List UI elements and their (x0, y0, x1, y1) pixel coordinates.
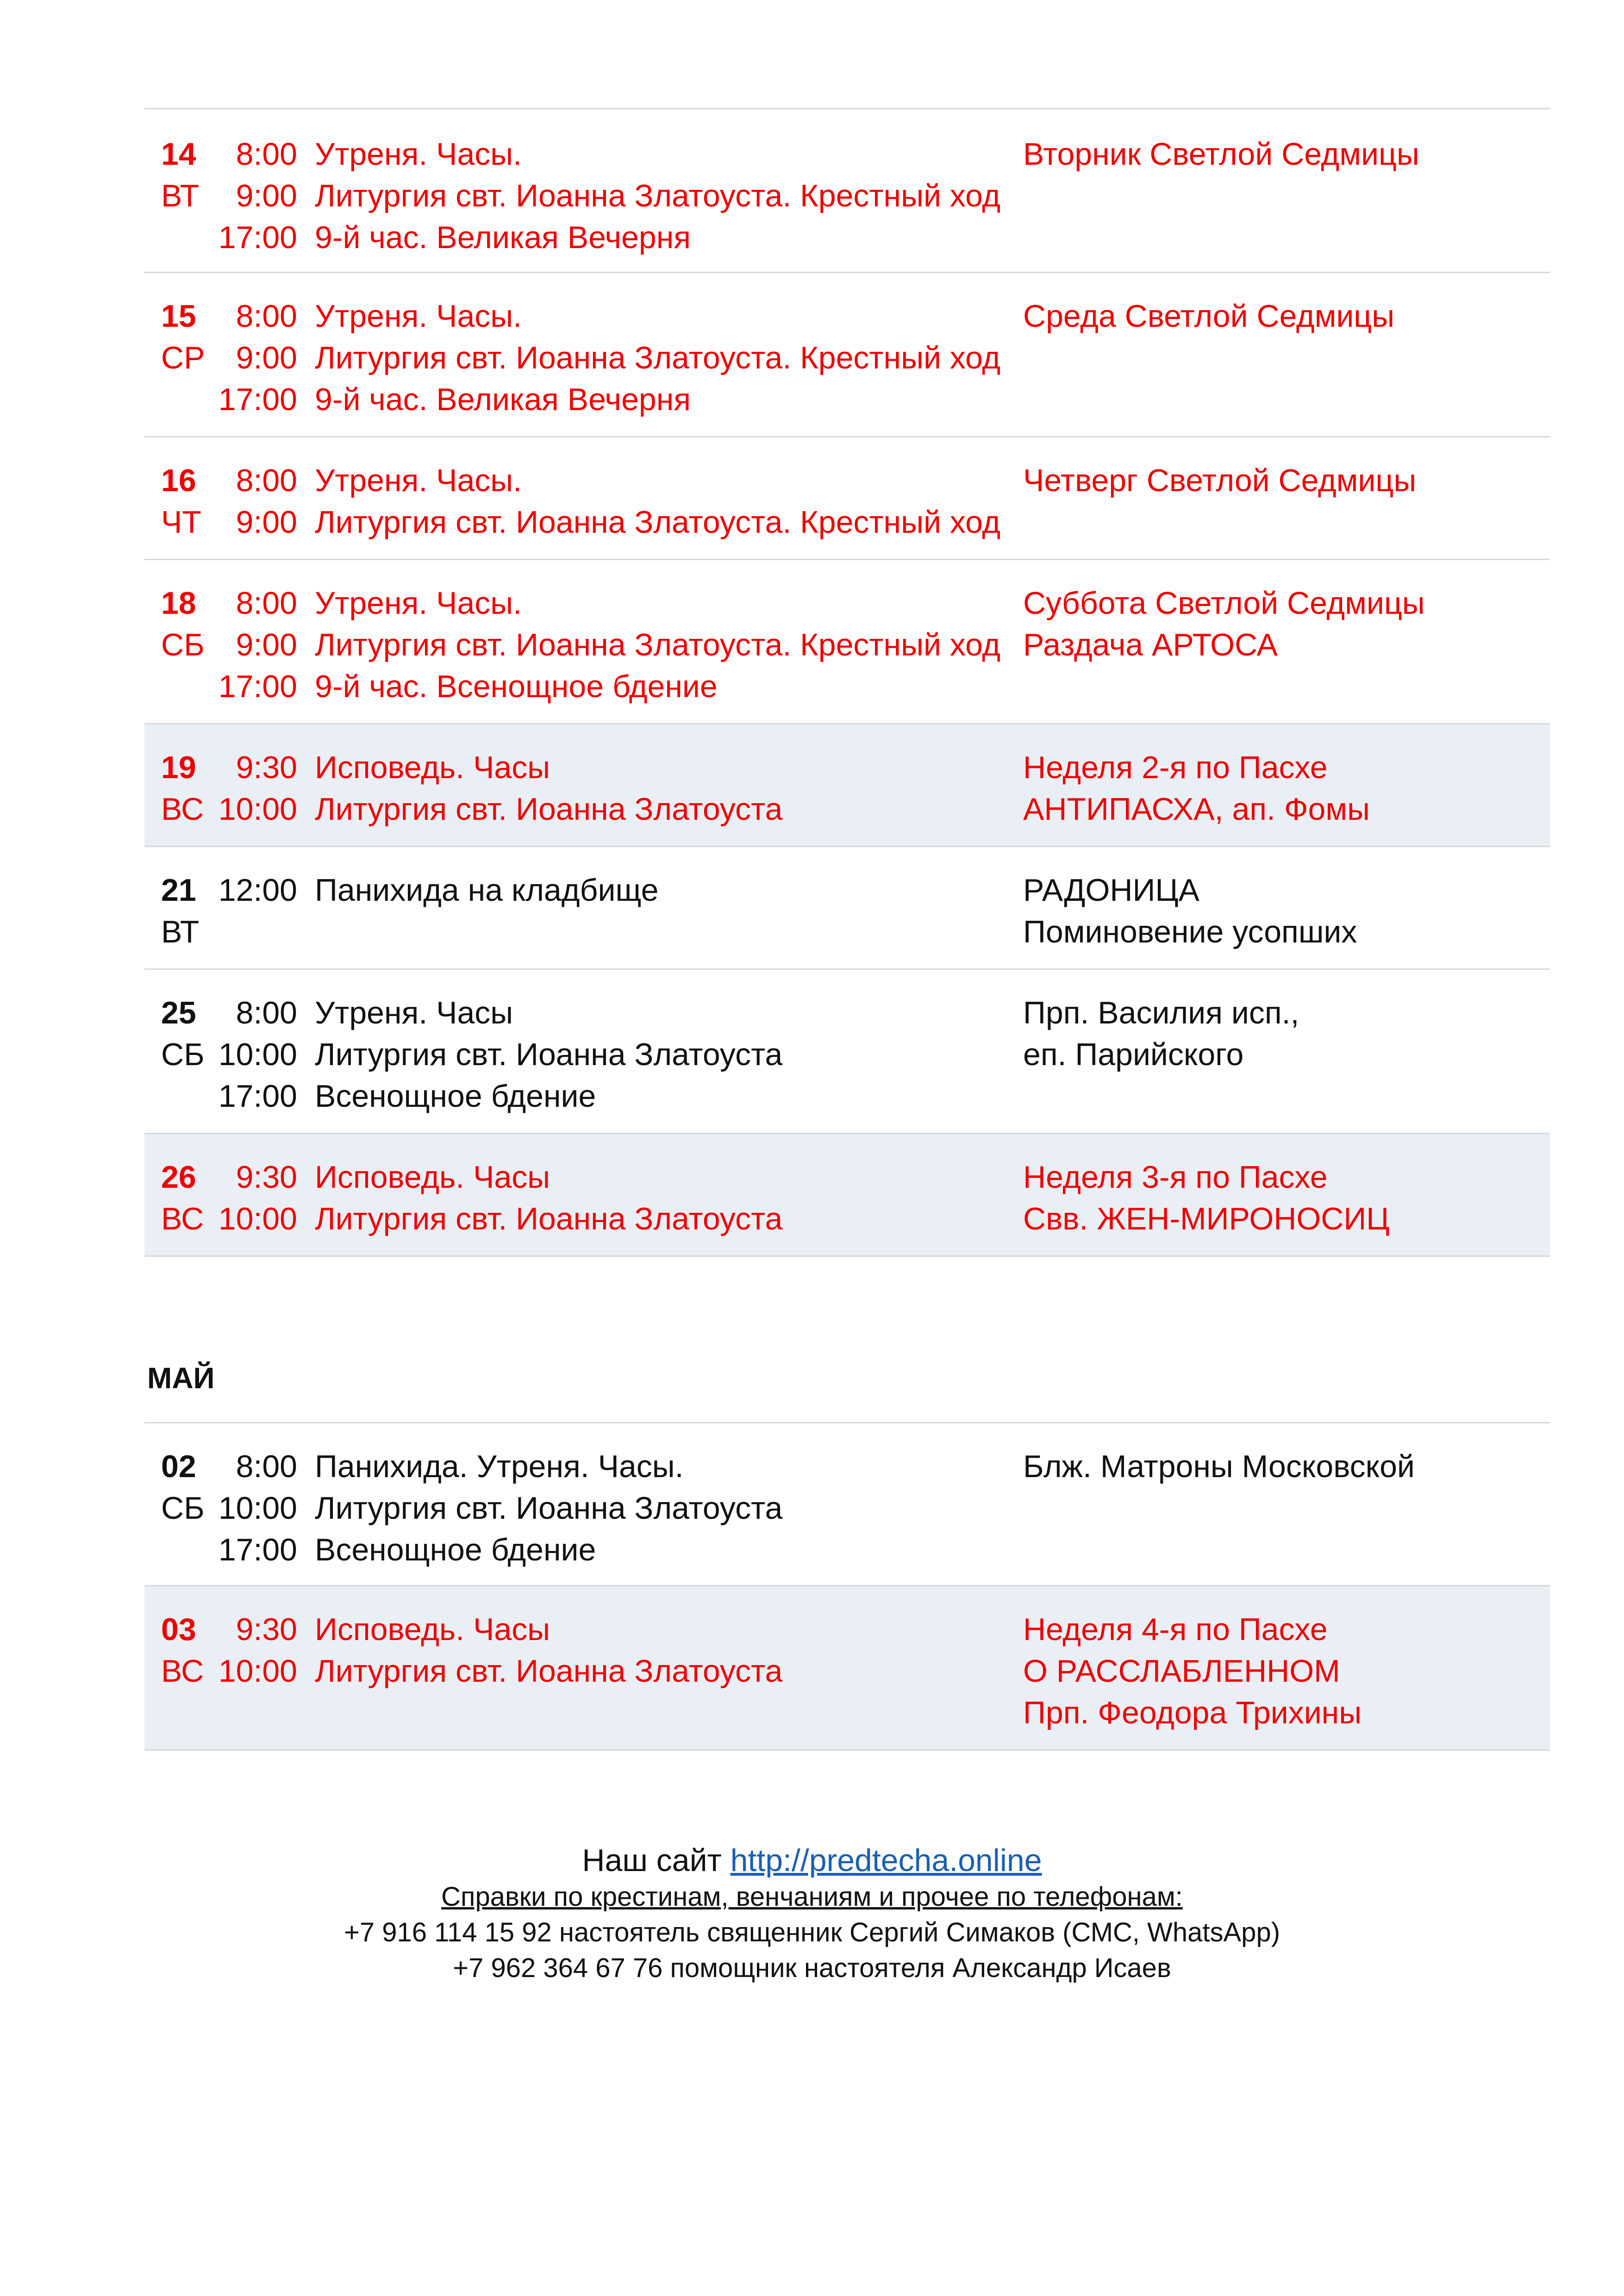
schedule-row-25 (144, 970, 1550, 1134)
service-time: 9:00 (236, 178, 297, 213)
service-name: Литургия свт. Иоанна Златоуста (315, 1491, 783, 1526)
service-name: Утреня. Часы. (315, 463, 522, 498)
service-time: 10:00 (218, 1653, 297, 1689)
day-number: 03 (161, 1612, 196, 1647)
feast-note: Блж. Матроны Московской (1023, 1449, 1415, 1484)
service-name: 9-й час. Великая Вечерня (315, 220, 691, 255)
service-name: Литургия свт. Иоанна Златоуста. Крестный ход (315, 178, 1001, 213)
service-time: 10:00 (218, 792, 297, 827)
service-name: Литургия свт. Иоанна Златоуста (315, 792, 783, 827)
feast-note: Прп. Василия исп., (1023, 995, 1299, 1030)
day-number: 19 (161, 750, 196, 785)
service-name: Утреня. Часы. (315, 137, 522, 172)
feast-note: О РАССЛАБЛЕННОМ (1023, 1653, 1340, 1689)
service-name: 9-й час. Великая Вечерня (315, 382, 691, 417)
day-number: 18 (161, 586, 196, 621)
weekday: ВС (161, 1653, 204, 1689)
weekday: СР (161, 340, 205, 375)
feast-note: Вторник Светлой Седмицы (1023, 137, 1419, 172)
schedule-row-14 (144, 108, 1550, 273)
day-number: 02 (161, 1449, 196, 1484)
service-time: 9:30 (236, 1160, 297, 1195)
service-name: Литургия свт. Иоанна Златоуста (315, 1037, 783, 1072)
schedule-row-18 (144, 560, 1550, 724)
weekday: ЧТ (161, 505, 201, 540)
service-time: 8:00 (236, 1449, 297, 1484)
service-time: 8:00 (236, 995, 297, 1030)
service-name: Исповедь. Часы (315, 1160, 550, 1195)
service-time: 17:00 (218, 220, 297, 255)
schedule-row-16 (144, 437, 1550, 560)
schedule-row-21 (144, 847, 1550, 970)
service-time: 17:00 (218, 669, 297, 704)
service-time: 8:00 (236, 299, 297, 334)
feast-note: Прп. Феодора Трихины (1023, 1695, 1362, 1730)
schedule-row-03 (144, 1586, 1550, 1751)
service-name: Литургия свт. Иоанна Златоуста. Крестный ход (315, 627, 1001, 662)
service-time: 9:00 (236, 340, 297, 375)
day-number: 25 (161, 995, 196, 1030)
service-time: 10:00 (218, 1201, 297, 1236)
service-time: 8:00 (236, 137, 297, 172)
feast-note: Раздача АРТОСА (1023, 627, 1278, 662)
weekday: СБ (161, 1491, 205, 1526)
feast-note: Неделя 4-я по Пасхе (1023, 1612, 1328, 1647)
weekday: ВС (161, 792, 204, 827)
service-time: 9:30 (236, 1612, 297, 1647)
service-name: Панихида. Утреня. Часы. (315, 1449, 684, 1484)
weekday: ВТ (161, 914, 200, 949)
service-name: Всенощное бдение (315, 1532, 596, 1567)
day-number: 21 (161, 873, 196, 908)
site-line (0, 1842, 1624, 1878)
service-name: Утреня. Часы. (315, 299, 522, 334)
schedule-row-15 (144, 273, 1550, 437)
service-name: Исповедь. Часы (315, 750, 550, 785)
service-name: Литургия свт. Иоанна Златоуста (315, 1201, 783, 1236)
service-name: Панихида на кладбище (315, 873, 659, 908)
service-time: 12:00 (218, 873, 297, 908)
service-name: Всенощное бдение (315, 1079, 596, 1114)
schedule-row-02 (144, 1422, 1550, 1586)
service-name: 9-й час. Всенощное бдение (315, 669, 718, 704)
feast-note: Поминовение усопших (1023, 914, 1357, 949)
service-time: 17:00 (218, 1079, 297, 1114)
service-name: Литургия свт. Иоанна Златоуста (315, 1653, 783, 1689)
day-number: 26 (161, 1160, 196, 1195)
info-heading: Справки по крестинам, венчаниям и прочее по телефонам: (441, 1882, 1183, 1912)
service-name: Утреня. Часы. (315, 586, 522, 621)
april-schedule-table (144, 108, 1550, 1257)
feast-note: еп. Парийского (1023, 1037, 1244, 1072)
feast-note: Четверг Светлой Седмицы (1023, 463, 1417, 498)
feast-note: Неделя 3-я по Пасхе (1023, 1160, 1328, 1195)
schedule-row-19 (144, 724, 1550, 847)
service-name: Литургия свт. Иоанна Златоуста. Крестный ход (315, 505, 1001, 540)
contact-rector: +7 916 114 15 92 настоятель священник Сергий Симаков (СМС, WhatsApp) (344, 1917, 1280, 1947)
feast-note: Среда Светлой Седмицы (1023, 299, 1395, 334)
weekday: ВТ (161, 178, 200, 213)
service-name: Литургия свт. Иоанна Златоуста. Крестный ход (315, 340, 1001, 375)
service-name: Исповедь. Часы (315, 1612, 550, 1647)
month-heading-may: МАЙ (147, 1361, 215, 1395)
feast-note: РАДОНИЦА (1023, 873, 1200, 908)
may-schedule-table (144, 1422, 1550, 1751)
schedule-row-26 (144, 1134, 1550, 1257)
feast-note: Неделя 2-я по Пасхе (1023, 750, 1328, 785)
service-time: 9:30 (236, 750, 297, 785)
service-name: Утреня. Часы (315, 995, 513, 1030)
feast-note: Суббота Светлой Седмицы (1023, 586, 1425, 621)
contact-assistant: +7 962 364 67 76 помощник настоятеля Александр Исаев (453, 1953, 1171, 1983)
day-number: 15 (161, 299, 196, 334)
service-time: 8:00 (236, 463, 297, 498)
feast-note: Свв. ЖЕН-МИРОНОСИЦ (1023, 1201, 1390, 1236)
footer (0, 1842, 1624, 1984)
site-label: Наш сайт (582, 1843, 722, 1878)
service-time: 9:00 (236, 627, 297, 662)
weekday: ВС (161, 1201, 204, 1236)
service-time: 10:00 (218, 1037, 297, 1072)
feast-note: АНТИПАСХА, ап. Фомы (1023, 792, 1370, 827)
service-time: 10:00 (218, 1491, 297, 1526)
service-time: 17:00 (218, 382, 297, 417)
weekday: СБ (161, 627, 205, 662)
service-time: 8:00 (236, 586, 297, 621)
day-number: 16 (161, 463, 196, 498)
day-number: 14 (161, 137, 196, 172)
site-link[interactable]: http://predtecha.online (730, 1843, 1042, 1878)
weekday: СБ (161, 1037, 205, 1072)
service-time: 17:00 (218, 1532, 297, 1567)
service-time: 9:00 (236, 505, 297, 540)
